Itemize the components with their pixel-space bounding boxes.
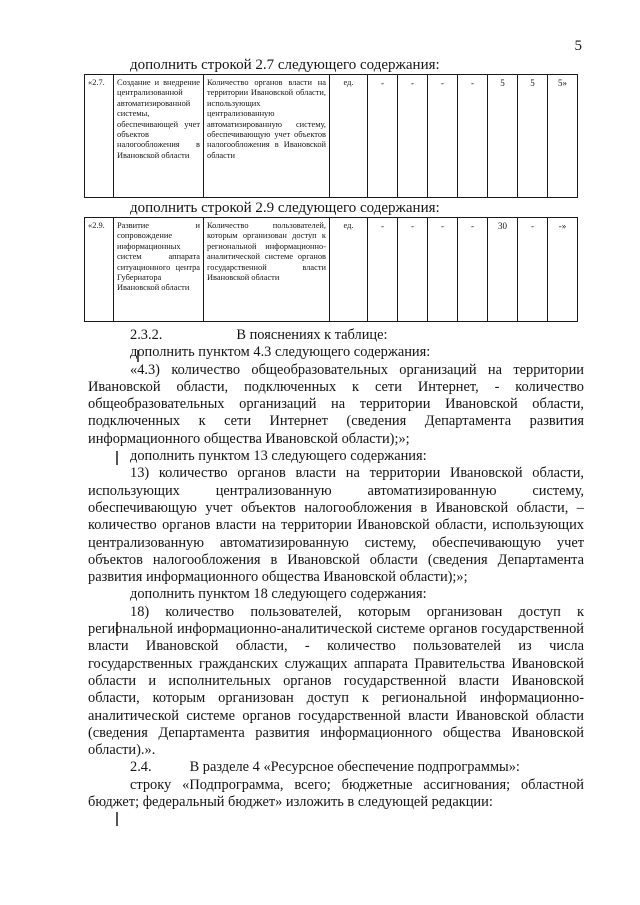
row-indicator-cell: Количество пользователей, которым организован доступ к региональной информационно-аналитической системе органов государственной власти Ивановской области xyxy=(204,218,330,322)
page-number: 5 xyxy=(574,38,582,54)
clause-title: В разделе 4 «Ресурсное обеспечение подпрограммы»: xyxy=(189,759,520,776)
paragraph: дополнить пунктом 18 следующего содержания: xyxy=(130,586,427,603)
paragraph: дополнить пунктом 4.3 следующего содержания: xyxy=(130,344,431,361)
row-unit-cell: ед. xyxy=(330,75,368,198)
value-cell: - xyxy=(368,75,398,198)
value-cell: - xyxy=(428,218,458,322)
heading-row-2-9: дополнить строкой 2.9 следующего содержания: xyxy=(130,200,440,216)
value-cell: - xyxy=(398,75,428,198)
row-indicator-cell: Количество органов власти на территории Ивановской области, использующих централизованную автоматизированную систему, обеспечивающую учет объектов налогообложения в Ивановской области xyxy=(204,75,330,198)
value-cell: 5 xyxy=(518,75,548,198)
value-cell: -» xyxy=(548,218,578,322)
value-cell: - xyxy=(458,75,488,198)
margin-mark xyxy=(116,812,118,826)
row-number-cell: «2.9. xyxy=(85,218,114,322)
clause-number: 2.4. xyxy=(130,759,152,776)
paragraph: строку «Подпрограмма, всего; бюджетные ассигнования; областной бюджет; федеральный бюджет» изложить в следующей редакции: xyxy=(88,776,584,811)
row-unit-cell: ед. xyxy=(330,218,368,322)
value-cell: - xyxy=(368,218,398,322)
row-name-cell: Развитие и сопровождение информационных систем аппарата ситуационного центра Губернатора Ивановской области xyxy=(114,218,204,322)
row-name-cell: Создание и внедрение централизованной автоматизированной системы, обеспечивающей учет объектов налогообложения в Ивановской области xyxy=(114,75,204,198)
table-row-2-9 xyxy=(84,217,578,322)
value-cell: - xyxy=(428,75,458,198)
paragraph: дополнить пунктом 13 следующего содержания: xyxy=(130,448,427,465)
value-cell: - xyxy=(398,218,428,322)
heading-row-2-7: дополнить строкой 2.7 следующего содержания: xyxy=(130,57,440,73)
paragraph: «4.3) количество общеобразовательных организаций на территории Ивановской области, подключенных к сети Интернет, - количество общеобразовательных организаций на территории Ивановской области, подключенных к сети Интернет (сведения Департамента развития информационного общества Ивановской области);»; xyxy=(88,361,584,447)
value-cell: 5 xyxy=(488,75,518,198)
value-cell: - xyxy=(458,218,488,322)
value-cell: 5» xyxy=(548,75,578,198)
clause-title: В пояснениях к таблице: xyxy=(236,327,388,343)
value-cell: 30 xyxy=(488,218,518,322)
row-number-cell: «2.7. xyxy=(85,75,114,198)
clause-number: 2.3.2. xyxy=(130,327,163,343)
paragraph: 18) количество пользователей, которым организован доступ к региональной информационно-аналитической системе органов государственной власти Ивановской области, - количество пользователей из числа государственных гражданских служащих аппарата Правительства Ивановской области и исполнительных органов государственной власти Ивановской области, которым организован доступ к региональной информационно-аналитической системе органов государственной власти Ивановской области (сведения Департамента развития информационного общества Ивановской области).». xyxy=(88,603,584,759)
paragraph: 13) количество органов власти на территории Ивановской области, использующих централизованную автоматизированную систему, обеспечивающую учет объектов налогообложения в Ивановской области, – количество органов власти на территории Ивановской области, использующих централизованную автоматизированную систему, обеспечивающую учет объектов налогообложения в Ивановской области (сведения Департамента развития информационного общества Ивановской области);»; xyxy=(88,465,584,586)
document-body xyxy=(88,327,584,811)
table-row-2-7 xyxy=(84,74,578,198)
value-cell: - xyxy=(518,218,548,322)
